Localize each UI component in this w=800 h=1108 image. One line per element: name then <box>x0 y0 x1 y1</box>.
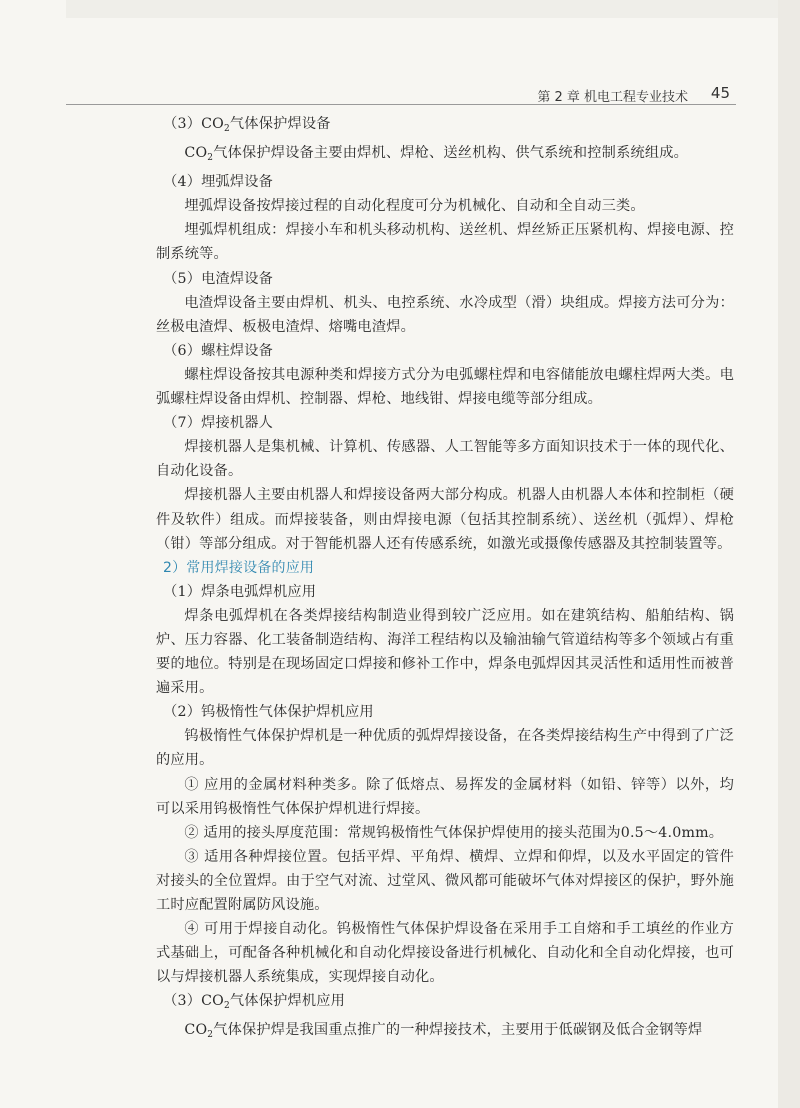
paragraph: 埋弧焊机组成：焊接小车和机头移动机构、送丝机、焊丝矫正压紧机构、焊接电源、控制系统等。 <box>156 222 734 263</box>
subheading-co2-equipment: $(3)CO_2$气体保护焊设备 <box>163 116 331 134</box>
page-body <box>156 112 734 1048</box>
subheading: （5）电渣焊设备 <box>163 270 274 287</box>
list-item: ② 适用的接头厚度范围：常规钨极惰性气体保护焊使用的接头范围为0.5～4.0mm。 <box>184 824 724 841</box>
paragraph: 电渣焊设备主要由焊机、机头、电控系统、水冷成型（滑）块组成。焊接方法可分为：丝极电渣焊、板极电渣焊、熔嘴电渣焊。 <box>156 294 734 335</box>
subheading: （6）螺柱焊设备 <box>163 342 274 359</box>
page-edge <box>778 0 800 1108</box>
paragraph: 焊条电弧焊机在各类焊接结构制造业得到较广泛应用。如在建筑结构、船舶结构、锅炉、压力容器、化工装备制造结构、海洋工程结构以及输油输气管道结构等多个领域占有重要的地位。特别是在现场固定口焊接和修补工作中，焊条电弧焊因其灵活性和适用性而被普遍采用。 <box>156 607 734 697</box>
subheading: （2）钨极惰性气体保护焊机应用 <box>163 704 374 721</box>
subheading: （7）焊接机器人 <box>163 415 274 432</box>
section-heading: 2）常用焊接设备的应用 <box>163 559 315 576</box>
paragraph: 钨极惰性气体保护焊机是一种优质的弧焊焊接设备，在各类焊接结构生产中得到了广泛的应用。 <box>156 728 734 769</box>
paragraph: $CO_2$气体保护焊设备主要由焊机、焊枪、送丝机构、供气系统和控制系统组成。 <box>184 145 689 164</box>
list-item: ④ 可用于焊接自动化。钨极惰性气体保护焊设备在采用手工自熔和手工填丝的作业方式基础上，可配备各种机械化和自动化焊接设备进行机械化、自动化和全自动化焊接，也可以与焊接机器人系统集成，实现焊接自动化。 <box>156 921 734 986</box>
subheading-co2-welder: $(3)CO_2$气体保护焊机应用 <box>163 993 346 1012</box>
list-item: ③ 适用各种焊接位置。包括平焊、平角焊、横焊、立焊和仰焊，以及水平固定的管件对接头的全位置焊。由于空气对流、过堂风、微风都可能破坏气体对焊接区的保护，野外施工时应配置附属防风设施。 <box>156 848 734 913</box>
paragraph: 螺柱焊设备按其电源种类和焊接方式分为电弧螺柱焊和电容储能放电螺柱焊两大类。电弧螺柱焊设备由焊机、控制器、焊枪、地线钳、焊接电缆等部分组成。 <box>156 366 734 408</box>
page-edge <box>66 0 800 18</box>
chapter-title: 第 2 章 机电工程专业技术 <box>537 90 688 105</box>
paragraph: $CO_2$气体保护焊是我国重点推广的一种焊接技术，主要用于低碳钢及低合金钢等焊 <box>184 1022 703 1041</box>
paragraph: 焊接机器人是集机械、计算机、传感器、人工智能等多方面知识技术于一体的现代化、自动化设备。 <box>156 439 734 480</box>
running-header <box>66 80 736 105</box>
subheading: （1）焊条电弧焊机应用 <box>163 583 317 600</box>
subheading: （4）埋弧焊设备 <box>163 174 274 191</box>
paragraph: 焊接机器人主要由机器人和焊接设备两大部分构成。机器人由机器人本体和控制柜（硬件及软件）组成。而焊接装备，则由焊接电源（包括其控制系统）、送丝机（弧焊）、焊枪（钳）等部分组成。对于智能机器人还有传感系统，如激光或摄像传感器及其控制装置等。 <box>156 487 734 552</box>
list-item: ① 应用的金属材料种类多。除了低熔点、易挥发的金属材料（如铅、锌等）以外，均可以采用钨极惰性气体保护焊机进行焊接。 <box>156 776 734 817</box>
page-number: 45 <box>710 84 730 102</box>
paragraph: 埋弧焊设备按焊接过程的自动化程度可分为机械化、自动和全自动三类。 <box>184 198 645 215</box>
